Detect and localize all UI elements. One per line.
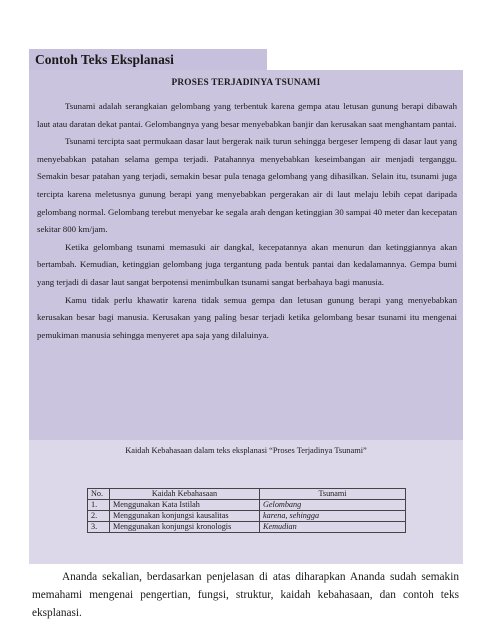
table-row bbox=[88, 522, 406, 533]
header-cell: No. bbox=[88, 489, 110, 500]
closing-paragraph bbox=[32, 568, 459, 622]
table-cell: 3. bbox=[88, 522, 110, 533]
example-text-panel bbox=[29, 70, 463, 440]
table-cell: karena, sehingga bbox=[260, 511, 406, 522]
paragraph: Kamu tidak perlu khawatir karena tidak semua gempa dan letusan gunung berapi yang menyebabkan kerusakan besar bagi manusia. Kerusakan yang paling besar terjadi ketika gelombang besar tsunami itu mengenai pemukiman manusia sehingga menyeret apa saja yang dilaluinya. bbox=[37, 294, 457, 340]
article-title: PROSES TERJADINYA TSUNAMI bbox=[171, 78, 321, 88]
table-cell: Kemudian bbox=[260, 522, 406, 533]
table-cell: Gelombang bbox=[260, 500, 406, 511]
closing-text: Ananda sekalian, berdasarkan penjelasan di atas diharapkan Ananda sudah semakin memahami mengenai pengertian, fungsi, struktur, kaidah kebahasaan, dan contoh teks eksplanasi. bbox=[32, 571, 459, 619]
table-caption: Kaidah Kebahasaan dalam teks eksplanasi “Proses Terjadinya Tsunami” bbox=[125, 446, 367, 455]
table-row bbox=[88, 500, 406, 511]
language-rules-table bbox=[87, 488, 406, 533]
article-body bbox=[37, 98, 457, 344]
section-heading: Contoh Teks Eksplanasi bbox=[29, 49, 267, 70]
paragraph: Tsunami tercipta saat permukaan dasar laut bergerak naik turun sehingga bergeser lempeng di dasar laut yang menyebabkan patahan selama gempa terjadi. Patahannya menyebabkan keseimbangan air menjadi terganggu. Semakin besar patahan yang terjadi, semakin besar pula tenaga gelombang yang dihasilkan. Selain itu, tsunami juga tercipta karena meletusnya gunung berapi yang menyebabkan pergerakan air di laut melaju lebih cepat daripada gelombang normal. Gelombang terebut menyebar ke segala arah dengan ketinggian 30 sampai 40 meter dan kecepatan sekitar 800 km/jam. bbox=[37, 136, 457, 235]
header-cell: Tsunami bbox=[260, 489, 406, 500]
table-cell: 1. bbox=[88, 500, 110, 511]
language-rules-panel bbox=[29, 440, 463, 564]
table-cell: Menggunakan konjungsi kronologis bbox=[110, 522, 260, 533]
header-cell: Kaidah Kebahasaan bbox=[110, 489, 260, 500]
table-cell: 2. bbox=[88, 511, 110, 522]
table-row bbox=[88, 511, 406, 522]
table-cell: Menggunakan konjungsi kausalitas bbox=[110, 511, 260, 522]
paragraph: Ketika gelombang tsunami memasuki air dangkal, kecepatannya akan menurun dan ketinggiannya akan bertambah. Kemudian, ketinggian gelombang juga tergantung pada bentuk pantai dan kedalamannya. Gempa bumi yang terjadi di dasar laut sangat berpotensi menimbulkan tsunami sangat berbahaya bagi manusia. bbox=[37, 241, 457, 287]
table-header-row bbox=[88, 489, 406, 500]
paragraph: Tsunami adalah serangkaian gelombang yang terbentuk karena gempa atau letusan gunung berapi dibawah laut atau daratan dekat pantai. Gelombangnya yang besar menyebabkan banjir dan kerusakan saat menghantam pantai. bbox=[37, 101, 457, 129]
table-cell: Menggunakan Kata Istilah bbox=[110, 500, 260, 511]
